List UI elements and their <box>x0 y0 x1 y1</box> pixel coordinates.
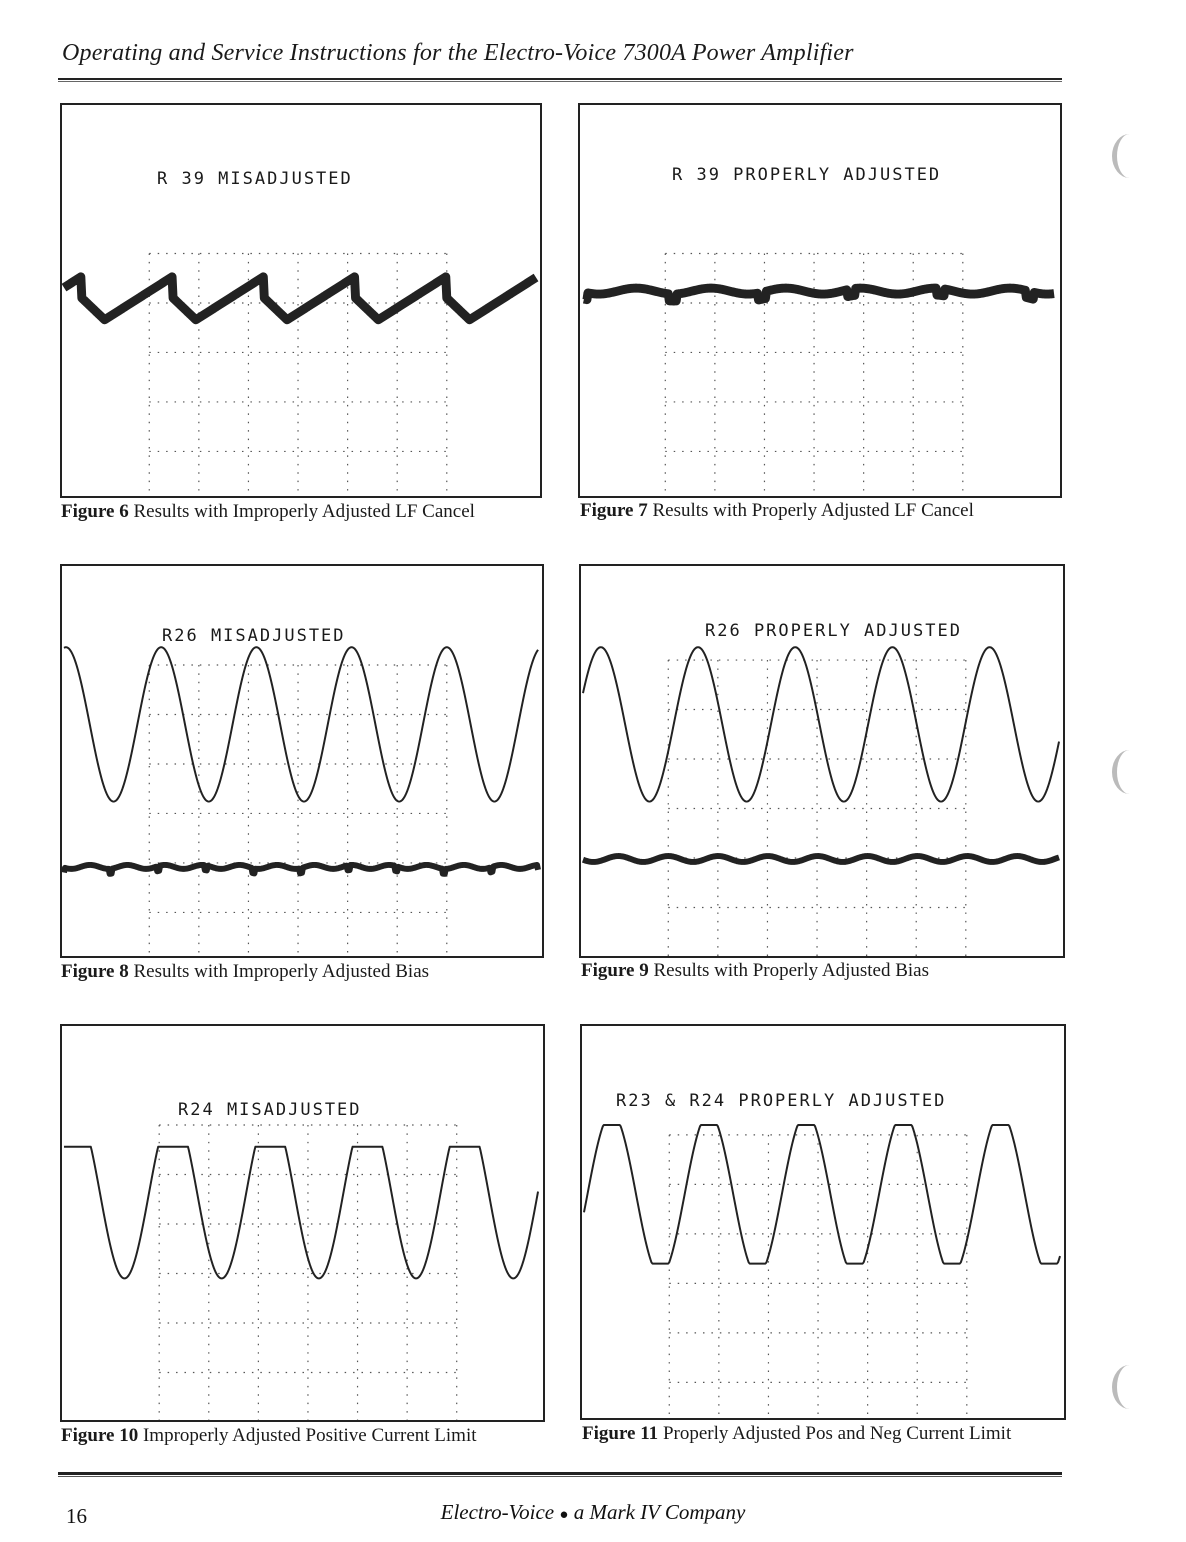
scope-display-fig11 <box>580 1024 1066 1420</box>
caption-text: Results with Improperly Adjusted LF Cancel <box>128 501 475 522</box>
scope-label: R26 MISADJUSTED <box>162 626 346 646</box>
caption-text: Improperly Adjusted Positive Current Limit <box>138 1425 477 1446</box>
figure-caption <box>582 1423 1011 1445</box>
clipped-trace <box>64 1147 538 1279</box>
caption-text: Results with Improperly Adjusted Bias <box>128 961 430 982</box>
bullet-icon: ● <box>559 1507 569 1523</box>
footer-company <box>0 1500 1186 1525</box>
figure-caption <box>581 960 929 982</box>
scope-display-fig7 <box>578 103 1062 498</box>
noise-trace <box>583 856 1059 862</box>
graticule-grid <box>668 660 966 956</box>
graticule-grid <box>149 253 447 496</box>
sine-trace <box>583 647 1059 801</box>
scope-display-fig9 <box>579 564 1065 958</box>
scope-display-fig8 <box>60 564 544 958</box>
waveform-trace <box>584 288 1054 301</box>
scope-display-fig6 <box>60 103 542 498</box>
binder-hole-mark <box>1112 1365 1147 1409</box>
clipped-trace <box>584 1125 1060 1264</box>
noise-trace <box>64 865 538 874</box>
figure-caption <box>61 961 429 983</box>
caption-text: Properly Adjusted Pos and Neg Current Limit <box>658 1423 1012 1444</box>
scope-label: R 39 MISADJUSTED <box>157 169 353 189</box>
header-rule-thin <box>58 81 1062 82</box>
figure-number: Figure 6 <box>61 501 129 522</box>
page-header-title: Operating and Service Instructions for the Electro-Voice 7300A Power Amplifier <box>62 40 854 66</box>
scope-label: R24 MISADJUSTED <box>178 1100 362 1120</box>
figure-number: Figure 9 <box>581 960 649 981</box>
sine-trace <box>64 647 538 801</box>
footer-rule-thin <box>58 1476 1062 1477</box>
figure-number: Figure 8 <box>61 961 129 982</box>
figure-number: Figure 10 <box>61 1425 139 1446</box>
scope-label: R26 PROPERLY ADJUSTED <box>705 621 962 641</box>
scope-label: R 39 PROPERLY ADJUSTED <box>672 165 942 185</box>
caption-text: Results with Properly Adjusted LF Cancel <box>647 500 974 521</box>
caption-text: Results with Properly Adjusted Bias <box>648 960 929 981</box>
graticule-grid <box>669 1135 967 1418</box>
figure-number: Figure 11 <box>582 1423 659 1444</box>
figure-caption <box>580 500 974 522</box>
header-rule <box>58 78 1062 80</box>
figure-caption <box>61 501 475 523</box>
figure-number: Figure 7 <box>580 500 648 521</box>
company-name: Electro-Voice <box>440 1500 555 1524</box>
waveform-trace <box>64 277 536 320</box>
binder-hole-mark <box>1112 750 1147 794</box>
graticule-grid <box>149 665 447 956</box>
scope-label: R23 & R24 PROPERLY ADJUSTED <box>616 1091 947 1111</box>
graticule-grid <box>159 1125 457 1420</box>
footer-rule <box>58 1472 1062 1475</box>
binder-hole-mark <box>1112 134 1147 178</box>
page-number: 16 <box>66 1504 87 1528</box>
company-tagline: a Mark IV Company <box>573 1500 746 1524</box>
figure-caption <box>61 1425 477 1447</box>
scope-display-fig10 <box>60 1024 545 1422</box>
